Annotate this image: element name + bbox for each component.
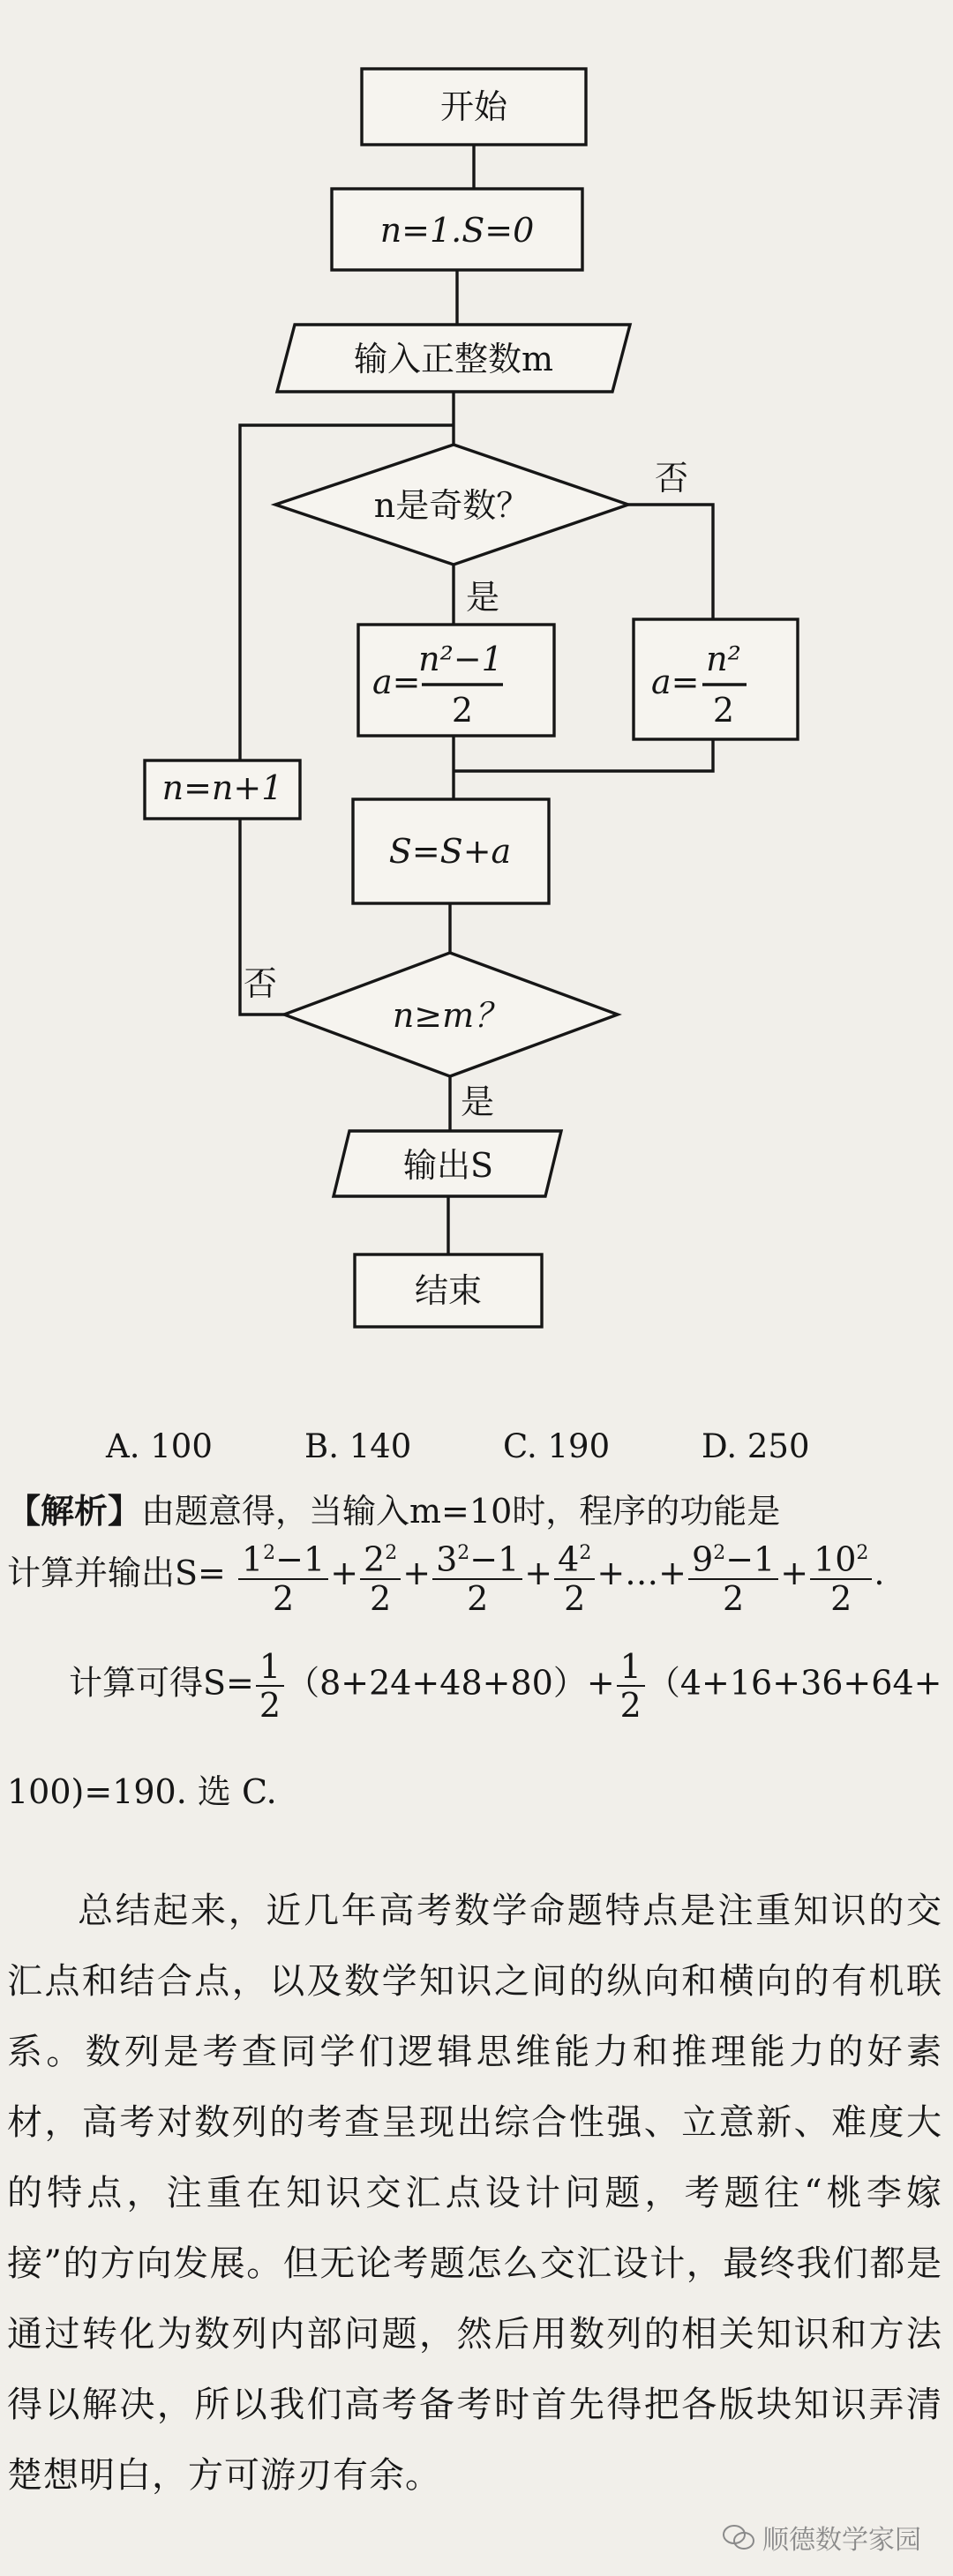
analysis-tag: 【解析】	[7, 1491, 142, 1531]
input-label: 输入正整数m	[353, 340, 554, 378]
analysis-line3-prefix: 计算可得S=	[69, 1663, 254, 1703]
analysis-line4: 100)=190. 选 C.	[7, 1772, 277, 1811]
choice-a: A. 100	[106, 1427, 213, 1465]
fraction-term: $\frac{1^2-1}{2}$	[238, 1535, 328, 1617]
a-even-den: 2	[712, 691, 735, 730]
fraction-half: $\frac{1}{2}$	[256, 1648, 284, 1724]
formula-result	[69, 1648, 942, 1724]
choice-c: C. 190	[503, 1427, 611, 1465]
formula-sum: 计算并输出S= $\frac{1^2-1}{2}$ + $\frac{2^2}{2}$ + $\frac{3^2-1}{2}$ + $\frac{4^2}{2}$ +…+ $\frac{9^2-1}{2}$ + $\frac{10^2}{2}$ .	[7, 1535, 885, 1617]
fraction-term: $\frac{10^2}{2}$	[810, 1535, 872, 1617]
init-label: n=1.S=0	[379, 211, 535, 250]
cond1-label: n是奇数？	[373, 486, 530, 525]
a-even-left: a=	[651, 663, 700, 701]
fraction-term: $\frac{3^2-1}{2}$	[432, 1535, 522, 1617]
yes2-label: 是	[461, 1082, 495, 1121]
yes1-label: 是	[466, 578, 500, 617]
a-odd-left: a=	[372, 663, 421, 701]
fraction-half: $\frac{1}{2}$	[617, 1648, 645, 1724]
choice-b: B. 140	[304, 1427, 412, 1465]
a-odd-num: n²−1	[418, 640, 503, 678]
a-odd-den: 2	[451, 691, 474, 730]
choice-d: D. 250	[702, 1427, 810, 1465]
no1-label: 否	[655, 459, 689, 498]
fraction-term: $\frac{9^2-1}{2}$	[688, 1535, 778, 1617]
fraction-term: $\frac{2^2}{2}$	[360, 1535, 401, 1617]
analysis-line3-end: （4+16+36+64+	[646, 1663, 942, 1703]
no2-label: 否	[244, 964, 278, 1003]
start-label: 开始	[439, 87, 508, 126]
watermark-text: 顺德数学家园	[762, 2525, 921, 2556]
no-branch-line	[628, 505, 713, 619]
summary-paragraph: 总结起来，近几年高考数学命题特点是注重知识的交汇点和结合点，以及数学知识之间的纵向和横向的有机联系。数列是考查同学们逻辑思维能力和推理能力的好素材，高考对数列的考查呈现出综合性强、立意新、难度大的特点，注重在知识交汇点设计问题，考题往“桃李嫁接”的方向发展。但无论考题怎么交汇设计，最终我们都是通过转化为数列内部问题，然后用数列的相关知识和方法得以解决，所以我们高考备考时首先得把各版块知识弄清楚想明白，方可游刃有余。	[7, 1891, 942, 2496]
accumulate-label: S=S+a	[388, 832, 512, 871]
end-label: 结束	[414, 1271, 483, 1310]
analysis-line3-mid: （8+24+48+80）+	[286, 1663, 615, 1703]
watermark	[722, 2518, 921, 2557]
answer-choices	[106, 1427, 900, 1465]
fraction-term: $\frac{4^2}{2}$	[554, 1535, 595, 1617]
increment-label: n=n+1	[161, 768, 283, 807]
analysis-line2-prefix: 计算并输出S=	[7, 1553, 226, 1592]
a-even-num: n²	[706, 640, 741, 678]
merge-line	[454, 739, 713, 771]
wechat-icon	[722, 2524, 755, 2550]
cond2-label: n≥m？	[392, 996, 508, 1035]
output-label: 输出S	[402, 1146, 494, 1185]
analysis-line1: 由题意得，当输入m=10时，程序的功能是	[141, 1492, 781, 1531]
